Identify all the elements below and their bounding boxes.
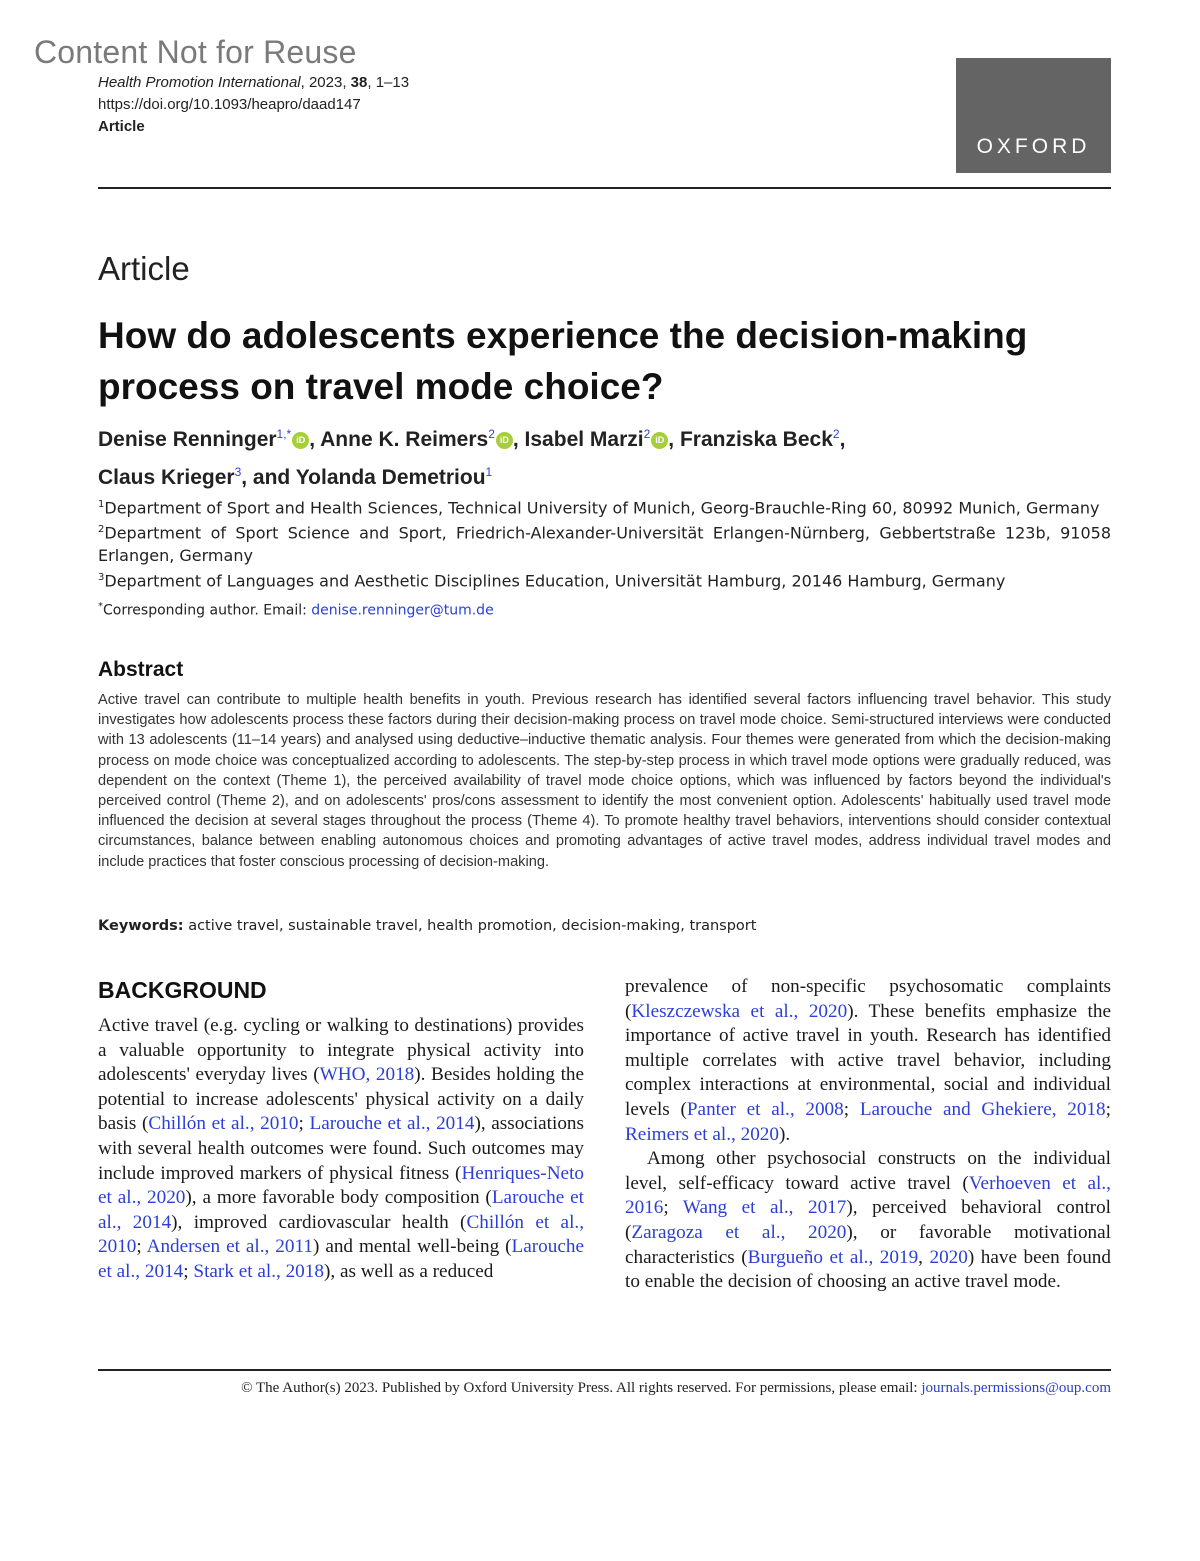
- author-affiliation-sup[interactable]: 1,*: [276, 427, 292, 441]
- background-left-column: [98, 1014, 584, 1285]
- body-text: ). Besides holding the potential to increase adolescents' physical activity on a daily basis (: [98, 1064, 585, 1135]
- author-name: Yolanda Demetriou: [295, 466, 486, 489]
- paper-title: How do adolescents experience the decision-making process on travel mode choice?: [98, 315, 1028, 407]
- author-separator: ,: [512, 428, 525, 451]
- body-text: ), or favorable motivational characteristics (: [625, 1221, 1111, 1268]
- oxford-logo-text: OXFORD: [976, 135, 1091, 158]
- body-text: ,: [918, 1246, 930, 1268]
- citation-link[interactable]: Andersen et al., 2011: [146, 1236, 313, 1258]
- keywords-label: Keywords:: [98, 918, 184, 934]
- citation-link[interactable]: Wang et al., 2017: [682, 1197, 847, 1219]
- keywords: [98, 918, 1111, 934]
- citation-link[interactable]: Henriques-Neto et al., 2020: [98, 1162, 584, 1209]
- watermark: Content Not for Reuse: [34, 34, 357, 70]
- citation-link[interactable]: Burgueño et al., 2019: [747, 1246, 919, 1268]
- copyright-text: © The Author(s) 2023. Published by Oxford University Press. All rights reserved. For permissions, please email:: [241, 1380, 922, 1396]
- volume: 38: [350, 74, 368, 91]
- author-affiliation-sup[interactable]: 2: [488, 427, 495, 441]
- citation-link[interactable]: Stark et al., 2018: [193, 1260, 324, 1282]
- body-text: ). These benefits emphasize the importance of active travel in youth. Research has identified multiple correlates with active travel behavior, including complex interactions at environmental, social and individual levels (: [625, 1000, 1112, 1120]
- affiliation-3: [98, 567, 1111, 592]
- author-name: Isabel Marzi: [524, 428, 644, 451]
- citation-link[interactable]: WHO, 2018: [319, 1064, 415, 1086]
- doi-link[interactable]: https://doi.org/10.1093/heapro/daad147: [98, 96, 361, 113]
- corresponding-author: *Corresponding author. Email: denise.renninger@tum.de: [98, 600, 494, 619]
- citation-link[interactable]: 2020: [929, 1246, 968, 1268]
- affiliation-text: Department of Languages and Aesthetic Disciplines Education, Universität Hamburg, 20146 Hamburg, Germany: [104, 570, 1006, 590]
- author-separator: , and: [241, 466, 296, 489]
- background-paragraph-1: [98, 1014, 584, 1285]
- body-text: Among other psychosocial constructs on the individual level, self-efficacy toward active travel (: [625, 1148, 1111, 1194]
- background-paragraph-1-cont: [625, 975, 1111, 1147]
- citation-link[interactable]: Reimers et al., 2020: [625, 1123, 779, 1145]
- body-text: ) and mental well-being (: [312, 1236, 512, 1258]
- affiliation-num: 3: [98, 571, 105, 583]
- author-separator: ,: [309, 428, 321, 451]
- body-text: ), improved cardiovascular health (: [171, 1211, 467, 1233]
- author-affiliation-sup[interactable]: 3: [234, 465, 242, 479]
- citation-link[interactable]: Larouche et al., 2014: [309, 1113, 475, 1135]
- citation-link[interactable]: Zaragoza et al., 2020: [631, 1221, 847, 1243]
- body-text: ;: [183, 1260, 194, 1282]
- body-text: ), a more favorable body composition (: [185, 1187, 492, 1209]
- corresponding-email-link[interactable]: denise.renninger@tum.de: [311, 602, 494, 619]
- citation-link[interactable]: Chillón et al., 2010: [98, 1211, 584, 1258]
- article-type-label: Article: [98, 118, 145, 135]
- author-name: Franziska Beck: [679, 428, 833, 451]
- author-affiliation-sup[interactable]: 1: [485, 465, 493, 479]
- body-text: prevalence of non-specific psychosomatic complaints (: [625, 976, 1111, 1022]
- body-text: Active travel (e.g. cycling or walking to destinations) provides a valuable opportunity to integrate physical activity into adolescents' everyday lives (: [98, 1015, 584, 1086]
- journal-header: [98, 72, 409, 138]
- citation-line: [98, 72, 409, 94]
- author-name: Anne K. Reimers: [320, 428, 489, 451]
- article-category: Article: [98, 250, 190, 287]
- citation-link[interactable]: Larouche et al., 2014: [98, 1236, 584, 1282]
- body-text: ), perceived behavioral control (: [625, 1197, 1111, 1243]
- body-text: ), associations with several health outcomes were found. Such outcomes may include improved markers of physical fitness (: [98, 1113, 584, 1184]
- body-text: ).: [779, 1123, 791, 1145]
- body-text: ;: [298, 1113, 310, 1135]
- copyright-footer: [98, 1380, 1111, 1397]
- body-text: ;: [136, 1236, 147, 1258]
- citation-link[interactable]: Verhoeven et al., 2016: [625, 1172, 1111, 1219]
- oxford-logo: [956, 58, 1111, 173]
- pages: , 1–13: [367, 74, 410, 91]
- author-separator: ,: [839, 428, 846, 451]
- author-list: [98, 418, 1118, 494]
- abstract-text: Active travel can contribute to multiple health benefits in youth. Previous research has identified several factors influencing travel behavior. This study investigates how adolescents process these factors during their decision-making process on travel mode choice. Semi-structured interviews were conducted with 13 adolescents (11–14 years) and analysed using deductive–inductive thematic analysis. Four themes were generated from which the decision-making process on mode choice was conceptualized according to adolescents. The step-by-step process in which travel mode options were gradually reduced, was dependent on the context (Theme 1), the perceived availability of travel mode choice options, which was influenced by factors beyond the individual's perceived control (Theme 2), and on adolescents' pros/cons assessment to identify the most convenient option. Adolescents' habitually used travel mode influenced the decision at several stages throughout the process (Theme 4). To promote healthy travel behaviors, interventions should consider contextual circumstances, balance between enabling autonomous choices and promoting advantages of active travel modes, address individual travel modes and include practices that foster conscious processing of decision-making.: [98, 692, 1111, 870]
- body-text: ;: [663, 1197, 683, 1219]
- body-text: ;: [1105, 1098, 1111, 1120]
- affiliation-num: 2: [98, 524, 105, 536]
- affiliation-text: Department of Sport Science and Sport, Friedrich-Alexander-Universität Erlangen-Nürnberg, Gebbertstraße 123b, 91058 Erlangen, Germany: [98, 523, 1111, 565]
- background-right-column: [625, 975, 1111, 1295]
- corresponding-label: Corresponding author. Email:: [103, 602, 312, 619]
- citation-link[interactable]: Larouche et al., 2014: [98, 1187, 584, 1233]
- author-name: Denise Renninger: [98, 428, 277, 451]
- orcid-icon[interactable]: iD: [292, 432, 309, 449]
- abstract-heading: Abstract: [98, 658, 184, 681]
- affiliation-2: [98, 519, 1111, 566]
- permissions-email-link[interactable]: journals.permissions@oup.com: [921, 1380, 1111, 1396]
- header-divider: [98, 187, 1111, 189]
- orcid-icon[interactable]: iD: [651, 432, 668, 449]
- affiliation-num: 1: [98, 499, 105, 510]
- affiliation-1: [98, 494, 1111, 519]
- footer-divider: [98, 1369, 1111, 1371]
- background-paragraph-2: [625, 1147, 1111, 1295]
- affiliations: [98, 494, 1111, 622]
- affiliation-text: Department of Sport and Health Sciences, Technical University of Munich, Georg-Brauchle-Ring 60, 80992 Munich, Germany: [104, 498, 1100, 518]
- body-text: ;: [843, 1098, 860, 1120]
- citation-link[interactable]: Larouche and Ghekiere, 2018: [859, 1098, 1106, 1120]
- author-affiliation-sup[interactable]: 2: [832, 427, 840, 441]
- author-name: Claus Krieger: [98, 466, 235, 489]
- journal-name: Health Promotion International: [98, 74, 301, 91]
- citation-link[interactable]: Kleszczewska et al., 2020: [631, 1000, 848, 1022]
- background-heading: BACKGROUND: [98, 977, 267, 1003]
- citation-link[interactable]: Panter et al., 2008: [686, 1098, 844, 1120]
- author-affiliation-sup[interactable]: 2: [643, 427, 651, 441]
- citation-year: , 2023,: [300, 74, 351, 91]
- body-text: ) have been found to enable the decision of choosing an active travel mode.: [625, 1246, 1111, 1293]
- keywords-text: active travel, sustainable travel, health promotion, decision-making, transport: [183, 918, 757, 934]
- citation-link[interactable]: Chillón et al., 2010: [148, 1113, 299, 1135]
- body-text: ), as well as a reduced: [323, 1260, 494, 1282]
- orcid-icon[interactable]: iD: [496, 432, 513, 449]
- author-separator: ,: [668, 428, 680, 451]
